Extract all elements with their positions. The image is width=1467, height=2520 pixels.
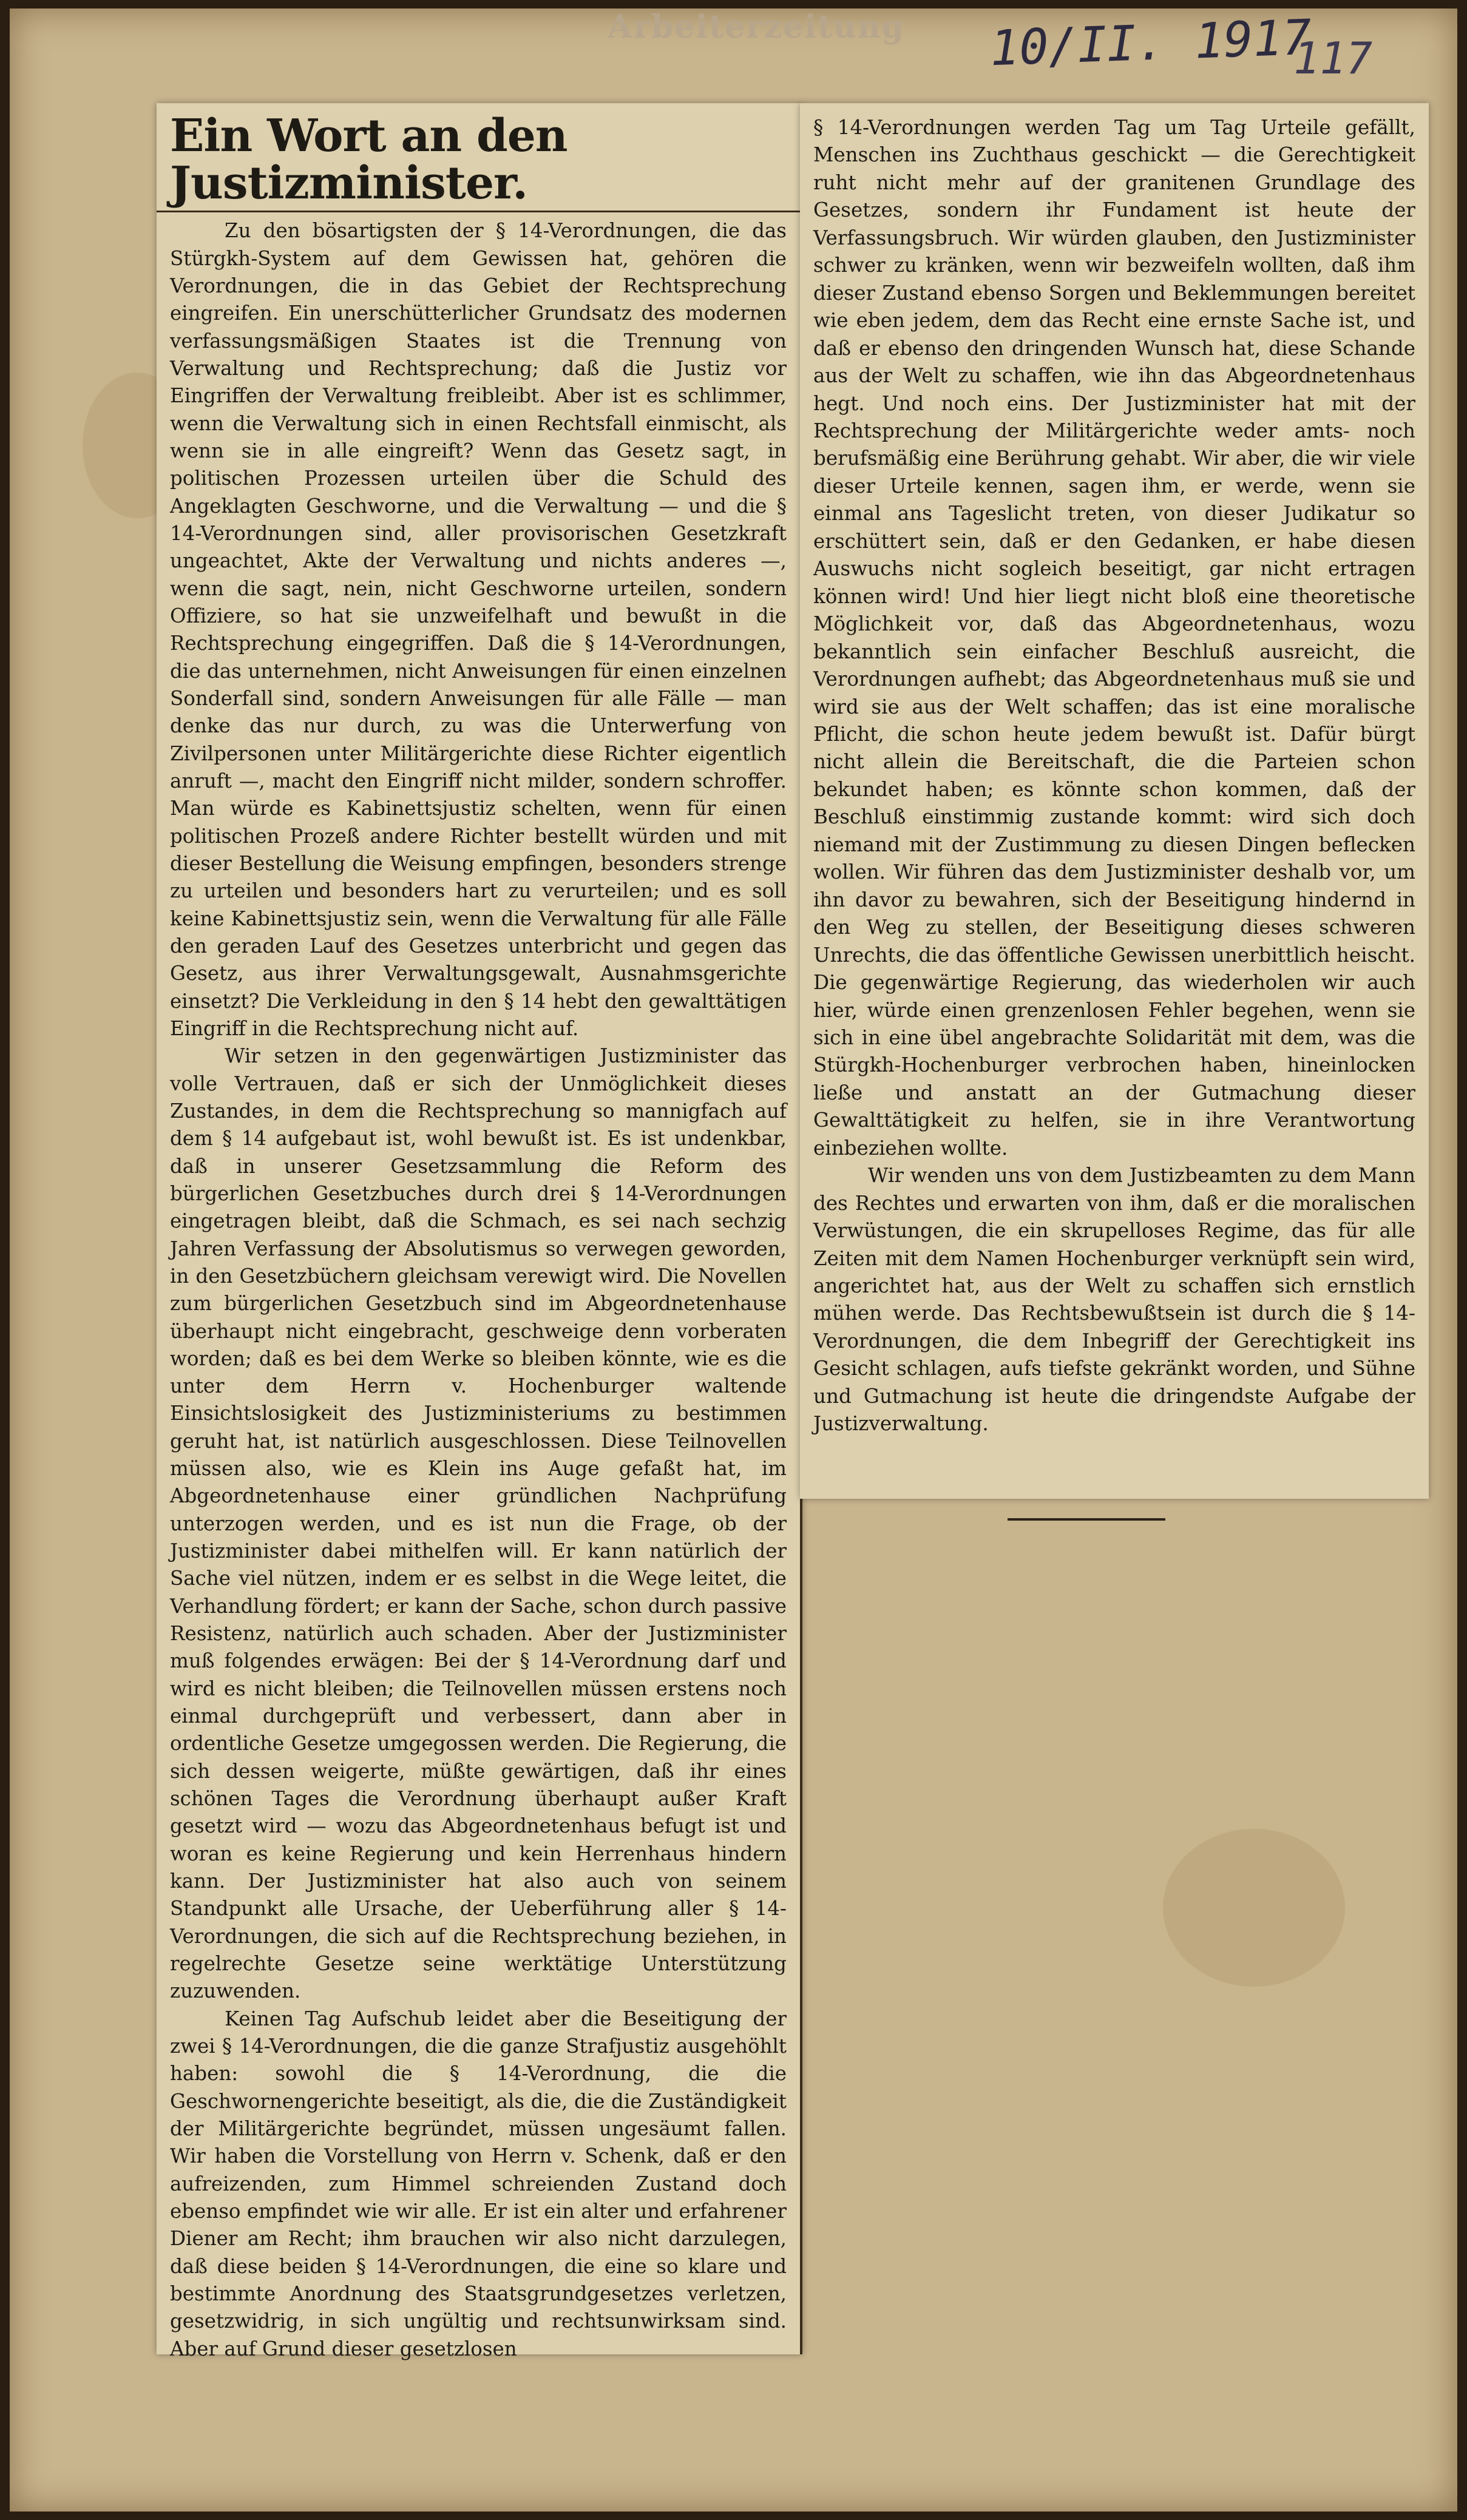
- newspaper-masthead: Arbeiterzeitung: [608, 8, 905, 46]
- handwritten-number: 117: [1293, 33, 1373, 84]
- handwritten-date: 10/II. 1917: [989, 8, 1313, 77]
- article-paragraph: Wir setzen in den gegenwärtigen Justizminister das volle Vertrauen, daß er sich der Unmöglichkeit dieses Zustandes, in dem die Rechtsprechung so mannigfach auf dem § 14 aufgebaut ist, wohl bewußt ist. Es ist undenkbar, daß in unserer Gesetzsammlung die Reform des bürgerlichen Gesetzbuches durch drei § 14-Verordnungen eingetragen bleibt, daß die Schmach, es sei nach sechzig Jahren Verfassung der Absolutismus so verwegen geworden, in den Gesetzbüchern gleichsam verewigt wird. Die Novellen zum bürgerlichen Gesetzbuch sind im Abgeordnetenhause überhaupt nicht eingebracht, geschweige denn vorberaten worden; daß es bei dem Werke so bleiben könnte, wie es die unter dem Herrn v. Hochenburger waltende Einsichtslosigkeit des Justizministeriums zu bestimmen geruht hat, ist natürlich ausgeschlossen. Diese Teilnovellen müssen also, wie es Klein ins Auge gefaßt hat, im Abgeordnetenhause einer gründlichen Nachprüfung unterzogen werden, und es ist nun die Frage, ob der Justizminister dabei mithelfen will. Er kann natürlich der Sache viel nützen, indem er es selbst in die Wege leitet, die Verhandlung fördert; er kann der Sache, schon durch passive Resistenz, natürlich auch schaden. Aber der Justizminister muß folgendes erwägen: Bei der § 14-Verordnung darf und wird es nicht bleiben; die Teilnovellen müssen erstens noch einmal durchgeprüft und verbessert, dann aber in ordentliche Gesetze umgegossen werden. Die Regierung, die sich dessen weigerte, müßte gewärtigen, daß ihr eines schönen Tages die Verordnung überhaupt außer Kraft gesetzt wird — wozu das Abgeordnetenhaus befugt ist und woran es keine Regierung und kein Herrenhaus hindern kann. Der Justizminister hat also auch von seinem Standpunkt alle Ursache, der Ueberführung aller § 14-Verordnungen, die sich auf die Rechtsprechung beziehen, in regelrechte Gesetze seine werktätige Unterstützung zuzuwenden.: [170, 1044, 787, 2003]
- article-paragraph: Wir wenden uns von dem Justizbeamten zu dem Mann des Rechtes und erwarten von ihm, daß er die moralischen Verwüstungen, die ein skrupelloses Regime, das für alle Zeiten mit dem Namen Hochenburger verknüpft sein wird, angerichtet hat, aus der Welt zu schaffen sich ernstlich mühen werde. Das Rechtsbewußtsein ist durch die § 14-Verordnungen, die dem Inbegriff der Gerechtigkeit ins Gesicht schlagen, aufs tiefste gekränkt worden, und Sühne und Gutmachung ist heute die dringendste Aufgabe der Justizverwaltung.: [813, 1164, 1415, 1436]
- article-body-left: [157, 212, 800, 2363]
- article-paragraph: § 14-Verordnungen werden Tag um Tag Urteile gefällt, Menschen ins Zuchthaus geschickt — die Gerechtigkeit ruht nicht mehr auf der granitenen Grundlage des Gesetzes, sondern ihr Fundament ist heute der Verfassungsbruch. Wir würden glauben, den Justizminister schwer zu kränken, wenn wir bezweifeln wollten, daß ihm dieser Zustand ebenso Sorgen und Beklemmungen bereitet wie eben jedem, dem das Recht eine ernste Sache ist, und daß er ebenso den dringenden Wunsch hat, diese Schande aus der Welt zu schaffen, wie ihn das Abgeordnetenhaus hegt. Und noch eins. Der Justizminister hat mit der Rechtsprechung der Militärgerichte weder amts- noch berufsmäßig eine Berührung gehabt. Wir aber, die wir viele dieser Urteile kennen, sagen ihm, er werde, wenn sie einmal ans Tageslicht treten, von dieser Judikatur so erschüttert sein, daß er den Gedanken, er habe diesen Auswuchs nicht sogleich beseitigt, gar nicht ertragen können wird! Und hier liegt nicht bloß eine theoretische Möglichkeit vor, daß das Abgeordnetenhaus, wozu bekanntlich sein einfacher Beschluß ausreicht, die Verordnungen aufhebt; das Abgeordnetenhaus muß sie und wird sie aus der Welt schaffen; das ist eine moralische Pflicht, die schon heute jedem bewußt ist. Dafür bürgt nicht allein die Bereitschaft, die die Parteien schon bekundet haben; es könnte schon kommen, daß der Beschluß einstimmig zustande kommt: wird sich doch niemand mit der Zustimmung zu diesen Dingen beflecken wollen. Wir führen das dem Justizminister deshalb vor, um ihn davor zu bewahren, sich der Beseitigung hindernd in den Weg zu stellen, der Beseitigung dieses schweren Unrechts, die das öffentliche Gewissen unerbittlich heischt. Die gegenwärtige Regierung, das wiederholen wir auch hier, würde einen grenzenlosen Fehler begehen, wenn sie sich in eine übel angebrachte Solidarität mit dem, was die Stürgkh-Hochenburger verbrochen haben, hineinlocken ließe und anstatt an der Gutmachung dieser Gewalttätigkeit zu helfen, sie in ihre Verantwortung einbeziehen wollte.: [813, 116, 1415, 1160]
- article-body-right: [800, 103, 1429, 1438]
- clipping-left-column: [157, 103, 802, 2360]
- article-paragraph: Keinen Tag Aufschub leidet aber die Beseitigung der zwei § 14-Verordnungen, die die ganze Strafjustiz ausgehöhlt haben: sowohl die § 14-Verordnung, die die Geschwornengerichte beseitigt, als die, die die Zuständigkeit der Militärgerichte begründet, müssen ungesäumt fallen. Wir haben die Vorstellung von Herrn v. Schenk, daß er den aufreizenden, zum Himmel schreienden Zustand doch ebenso empfindet wie wir alle. Er ist ein alter und erfahrener Diener am Recht; ihm brauchen wir also nicht darzulegen, daß diese beiden § 14-Verordnungen, die eine so klare und bestimmte Anordnung des Staatsgrundgesetzes verletzen, gesetzwidrig, in sich ungültig und rechtsunwirksam sind. Aber auf Grund dieser gesetzlosen: [170, 2007, 787, 2360]
- article-paragraph: Zu den bösartigsten der § 14-Verordnungen, die das Stürgkh-System auf dem Gewissen hat, gehören die Verordnungen, die in das Gebiet der Rechtsprechung eingreifen. Ein unerschütterlicher Grundsatz des modernen verfassungsmäßigen Staates ist die Trennung von Verwaltung und Rechtsprechung; daß die Justiz vor Eingriffen der Verwaltung freibleibt. Aber ist es schlimmer, wenn die Verwaltung sich in einen Rechtsfall einmischt, als wenn sie in alle eingreift? Wenn das Gesetz sagt, in politischen Prozessen urteilen über die Schuld des Angeklagten Geschworne, und die Verwaltung — und die § 14-Verordnungen sind, aller provisorischen Gesetzkraft ungeachtet, Akte der Verwaltung und nichts anderes —, wenn die sagt, nein, nicht Geschworne urteilen, sondern Offiziere, so hat sie unzweifelhaft und bewußt in die Rechtsprechung eingegriffen. Daß die § 14-Verordnungen, die das unternehmen, nicht Anweisungen für einen einzelnen Sonderfall sind, sondern Anweisungen für alle Fälle — man denke das nur durch, zu was die Unterwerfung von Zivilpersonen unter Militärgerichte diese Richter eigentlich anruft —, macht den Eingriff nicht milder, sondern schroffer. Man würde es Kabinettsjustiz schelten, wenn für einen politischen Prozeß andere Richter bestellt würden und mit dieser Bestellung die Weisung empfingen, besonders strenge zu urteilen und besonders hart zu verurteilen; und es soll keine Kabinettsjustiz sein, wenn die Verwaltung für alle Fälle den geraden Lauf des Gesetzes unterbricht und gegen das Gesetz, aus ihrer Verwaltungsgewalt, Ausnahmsgerichte einsetzt? Die Verkleidung in den § 14 hebt den gewalttätigen Eingriff in die Rechtsprechung nicht auf.: [170, 219, 787, 1040]
- paper-stain: [1163, 1829, 1345, 1987]
- end-rule: [1008, 1518, 1165, 1521]
- article-title: Ein Wort an den Justizminister.: [157, 103, 800, 212]
- clipping-right-column: [800, 103, 1429, 1499]
